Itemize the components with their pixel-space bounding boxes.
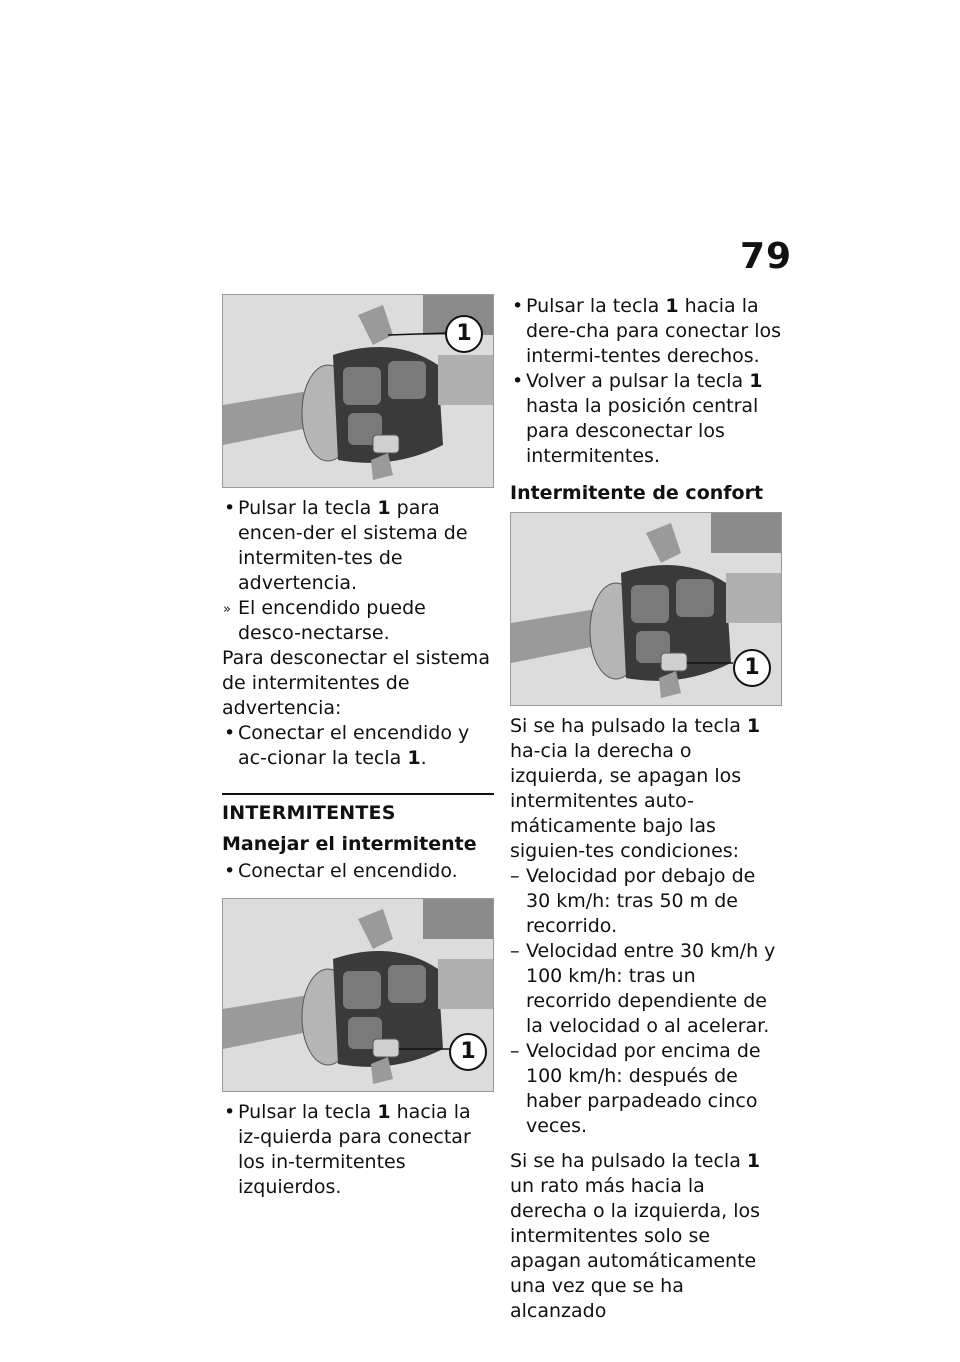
dash-icon: – bbox=[510, 940, 520, 962]
right-column bbox=[510, 294, 782, 1324]
callout-1: 1 bbox=[445, 315, 483, 353]
instruction-text: hacia la iz-quierda para conectar los in-termitentes izquierdos. bbox=[238, 1101, 471, 1198]
instruction-text: hacia la dere-cha para conectar los intermi-tentes derechos. bbox=[526, 295, 782, 367]
hazard-switch-figure bbox=[222, 294, 494, 488]
bullet-icon: • bbox=[224, 1101, 236, 1123]
callout-1: 1 bbox=[733, 649, 771, 687]
instruction-text: Pulsar la tecla bbox=[238, 497, 378, 519]
instruction-text: Volver a pulsar la tecla bbox=[526, 370, 750, 392]
paragraph: Para desconectar el sistema de intermitentes de advertencia: bbox=[222, 647, 490, 719]
instruction-item bbox=[222, 1100, 494, 1200]
bullet-icon: • bbox=[224, 722, 236, 744]
paragraph-text: ha-cia la derecha o izquierda, se apagan los intermitentes auto-máticamente bajo las siguien-tes condiciones: bbox=[510, 740, 742, 862]
paragraph-text: un rato más hacia la derecha o la izquierda, los intermitentes solo se apagan automáticamente una vez que se ha alcanzado bbox=[510, 1175, 761, 1322]
paragraph-text: Si se ha pulsado la tecla bbox=[510, 715, 747, 737]
instruction-text: hasta la posición central para desconectar los intermitentes. bbox=[526, 395, 759, 467]
bullet-icon: • bbox=[224, 497, 236, 519]
instruction-text: para encen-der el sistema de intermiten-tes de advertencia. bbox=[238, 497, 468, 594]
key-reference: 1 bbox=[746, 1150, 761, 1172]
condition-item bbox=[510, 1039, 782, 1139]
paragraph-text: Si se ha pulsado la tecla bbox=[510, 1150, 747, 1172]
condition-text: Velocidad por encima de 100 km/h: después de haber parpadeado cinco veces. bbox=[526, 1040, 761, 1137]
instruction-item bbox=[510, 294, 782, 369]
instruction-text: Pulsar la tecla bbox=[238, 1101, 378, 1123]
turn-signal-left-figure bbox=[222, 898, 494, 1092]
instruction-item bbox=[222, 859, 494, 884]
result-arrow-icon: » bbox=[223, 602, 231, 617]
condition-item bbox=[510, 864, 782, 939]
section-divider bbox=[222, 793, 494, 826]
instruction-text: . bbox=[420, 747, 427, 769]
bullet-icon: • bbox=[512, 295, 524, 317]
instruction-item bbox=[222, 721, 494, 771]
section-title: INTERMITENTES bbox=[222, 802, 396, 824]
dash-icon: – bbox=[510, 865, 520, 887]
page-number: 79 bbox=[740, 236, 793, 277]
subheading: Intermitente de confort bbox=[510, 482, 764, 504]
result-text: El encendido puede desco-nectarse. bbox=[238, 597, 426, 644]
left-column bbox=[222, 294, 494, 1200]
instruction-item bbox=[510, 369, 782, 469]
key-reference: 1 bbox=[377, 1101, 391, 1123]
result-item bbox=[222, 596, 494, 646]
instruction-text: Conectar el encendido y ac-cionar la tecla bbox=[238, 722, 470, 769]
bullet-icon: • bbox=[224, 860, 236, 882]
callout-1: 1 bbox=[449, 1033, 487, 1071]
key-reference: 1 bbox=[665, 295, 679, 317]
condition-item bbox=[510, 939, 782, 1039]
instruction-text: Pulsar la tecla bbox=[526, 295, 666, 317]
comfort-turn-signal-figure bbox=[510, 512, 782, 706]
key-reference: 1 bbox=[749, 370, 763, 392]
dash-icon: – bbox=[510, 1040, 520, 1062]
subheading: Manejar el intermitente bbox=[222, 833, 477, 855]
key-reference: 1 bbox=[746, 715, 761, 737]
key-reference: 1 bbox=[377, 497, 391, 519]
bullet-icon: • bbox=[512, 370, 524, 392]
condition-text: Velocidad por debajo de 30 km/h: tras 50 m de recorrido. bbox=[526, 865, 756, 937]
key-reference: 1 bbox=[407, 747, 421, 769]
condition-text: Velocidad entre 30 km/h y 100 km/h: tras un recorrido dependiente de la velocidad o al acelerar. bbox=[526, 940, 776, 1037]
instruction-text: Conectar el encendido. bbox=[238, 860, 458, 882]
instruction-item bbox=[222, 496, 494, 596]
paragraph bbox=[510, 1149, 782, 1324]
paragraph bbox=[510, 714, 782, 864]
